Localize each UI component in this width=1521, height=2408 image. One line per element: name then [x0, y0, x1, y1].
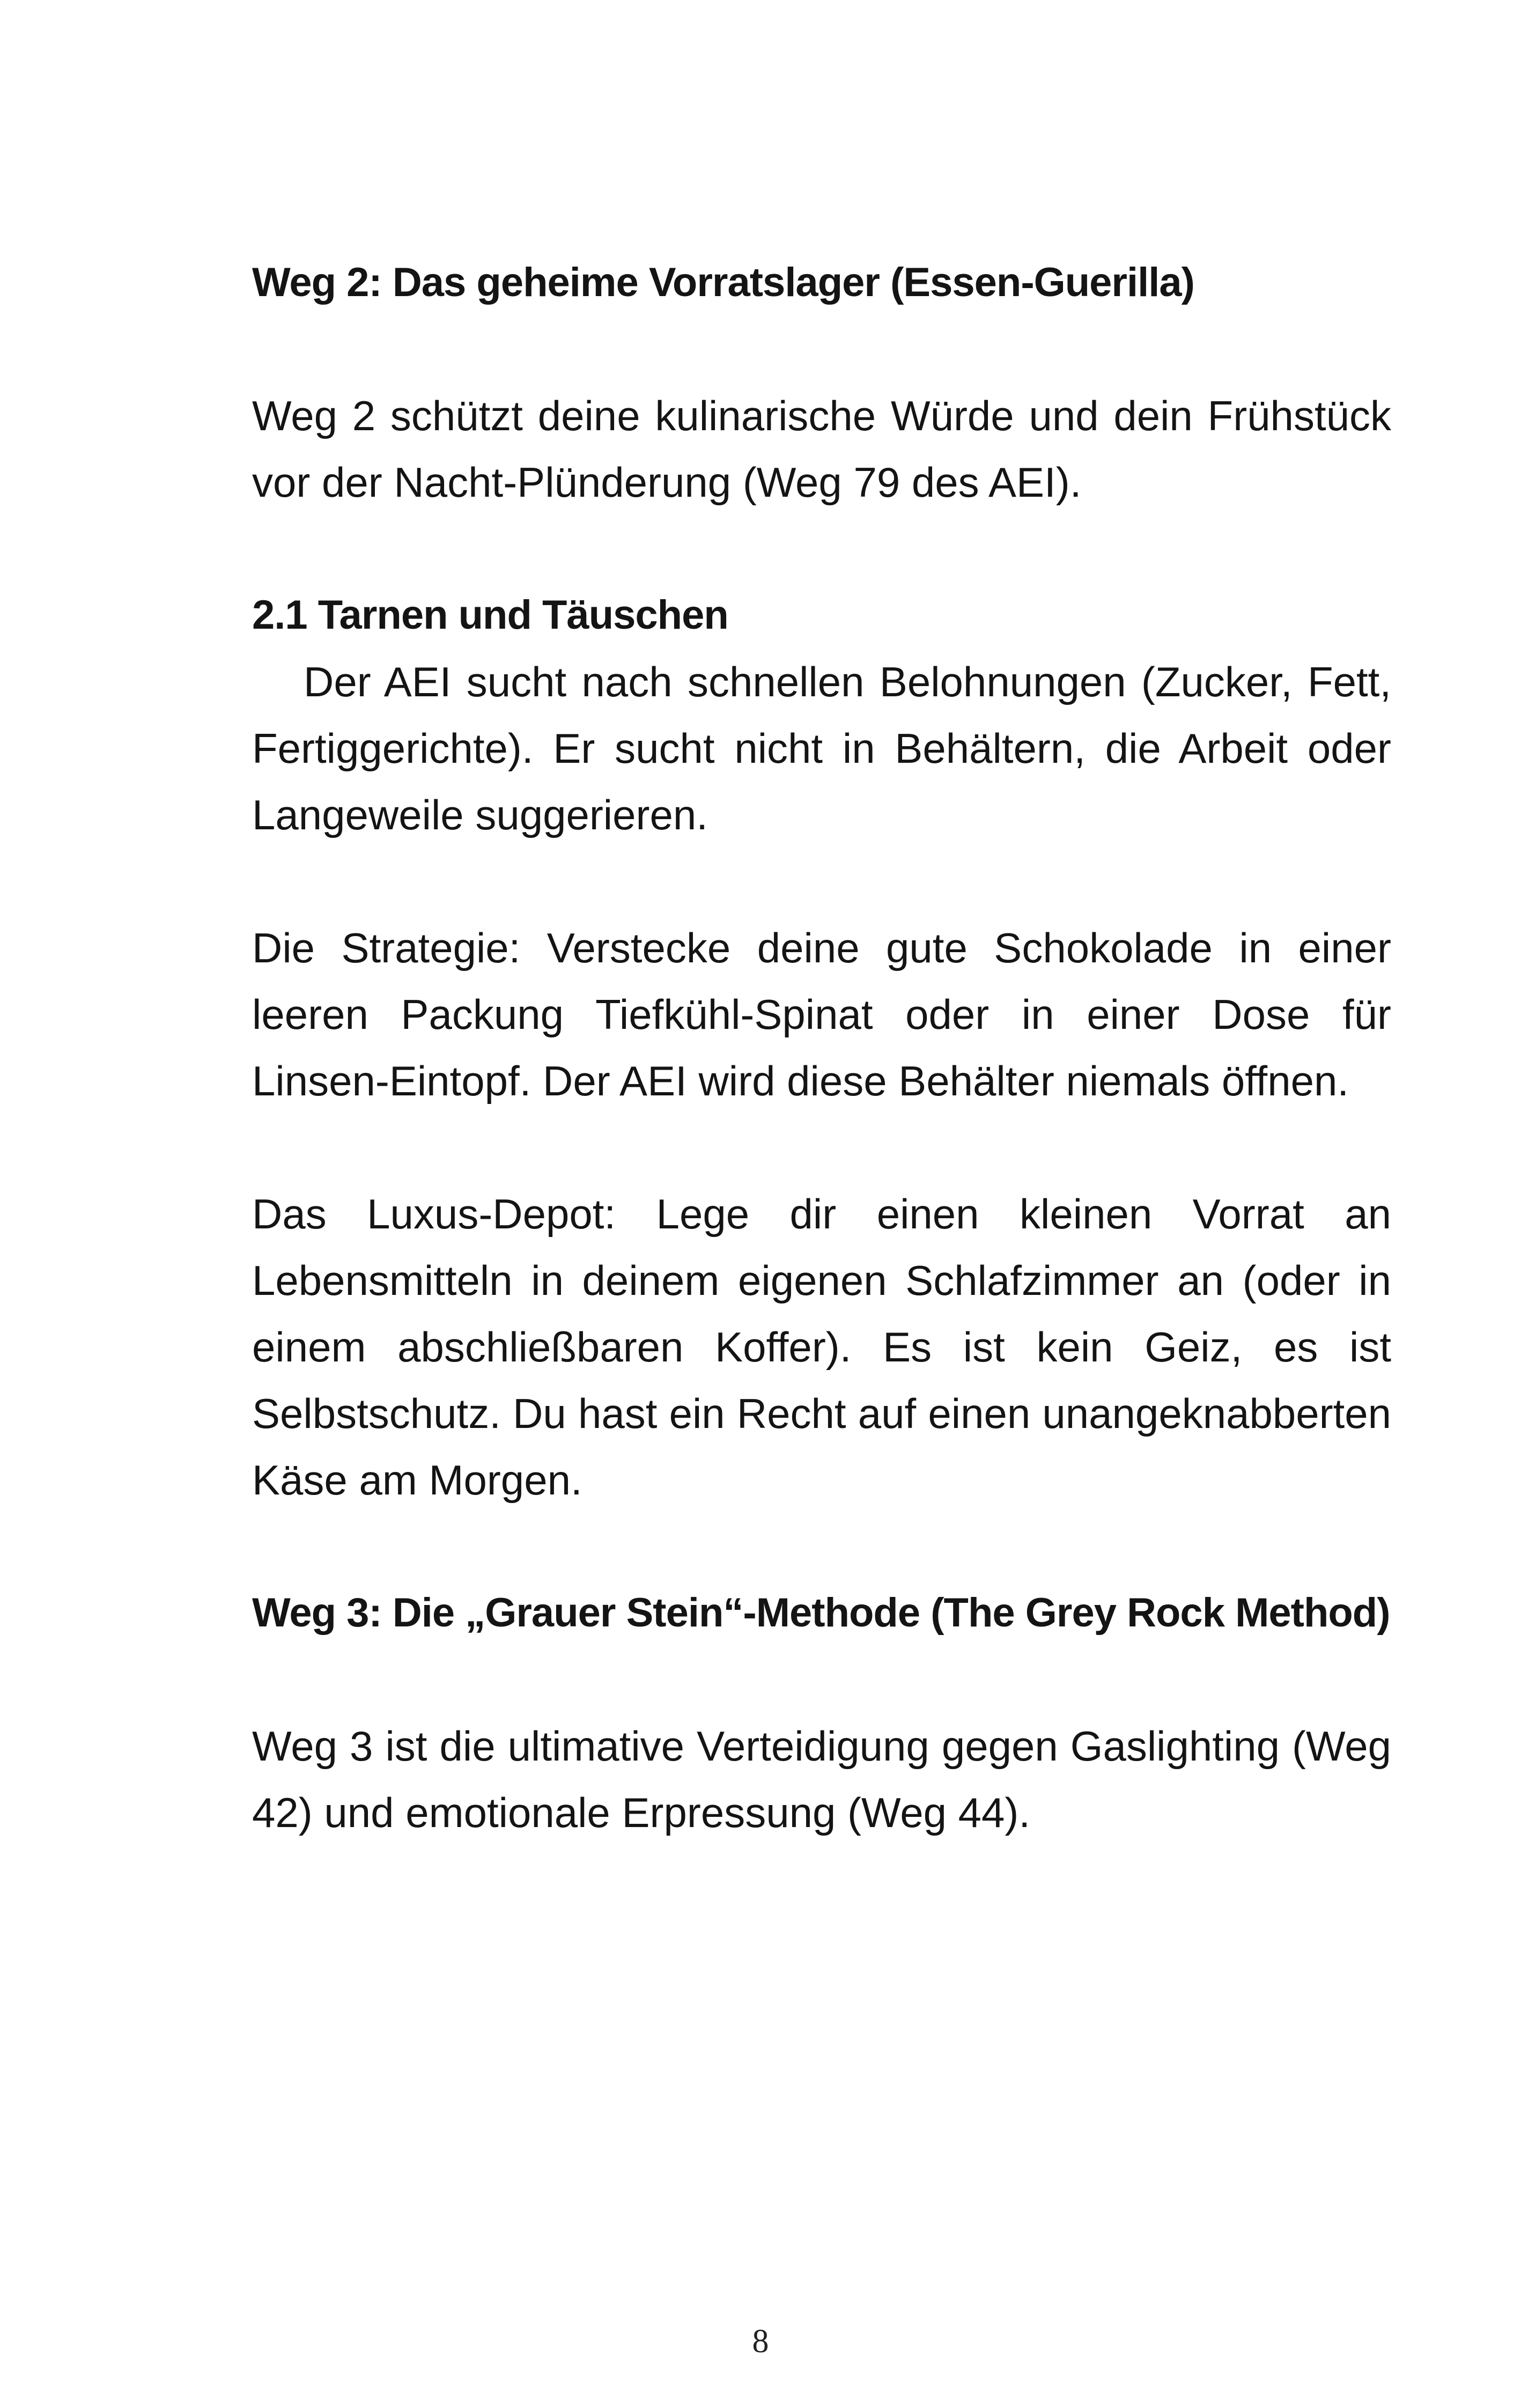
- page-number: 8: [752, 2323, 769, 2360]
- spacer: [252, 848, 1391, 915]
- spacer: [252, 1513, 1391, 1580]
- section-heading-weg-3: Weg 3: Die „Grauer Stein“-Methode (The Grey Rock Method): [252, 1590, 1390, 1636]
- spacer: [252, 1646, 1391, 1713]
- section-intro-weg-3: Weg 3 ist die ultimative Verteidigung gegen Gaslighting (Weg 42) und emotionale Erpressung (Weg 44).: [252, 1722, 1391, 1836]
- page-content: [252, 249, 1391, 1846]
- paragraph-strategie: Die Strategie: Verstecke deine gute Schokolade in einer leeren Packung Tiefkühl-Spinat oder in einer Dose für Linsen-Eintopf. Der AEI wird diese Behälter niemals öffnen.: [252, 924, 1391, 1104]
- spacer: [252, 516, 1391, 582]
- spacer: [252, 1114, 1391, 1181]
- section-intro-weg-2: Weg 2 schützt deine kulinarische Würde und dein Frühstück vor der Nacht-Plünderung (Weg 79 des AEI).: [252, 392, 1391, 506]
- paragraph-luxus-depot: Das Luxus-Depot: Lege dir einen kleinen Vorrat an Lebensmitteln in deinem eigenen Schlafzimmer an (oder in einem abschließbaren Koffer). Es ist kein Geiz, es ist Selbstschutz. Du hast ein Recht auf einen unangeknabberten Käse am Morgen.: [252, 1190, 1391, 1504]
- section-heading-weg-2: Weg 2: Das geheime Vorratslager (Essen-Guerilla): [252, 260, 1194, 305]
- paragraph-tarnen: Der AEI sucht nach schnellen Belohnungen (Zucker, Fett, Fertiggerichte). Er sucht nicht in Behältern, die Arbeit oder Langeweile suggerieren.: [252, 658, 1391, 838]
- subsection-heading-2-1: 2.1 Tarnen und Täuschen: [252, 592, 728, 638]
- spacer: [252, 316, 1391, 382]
